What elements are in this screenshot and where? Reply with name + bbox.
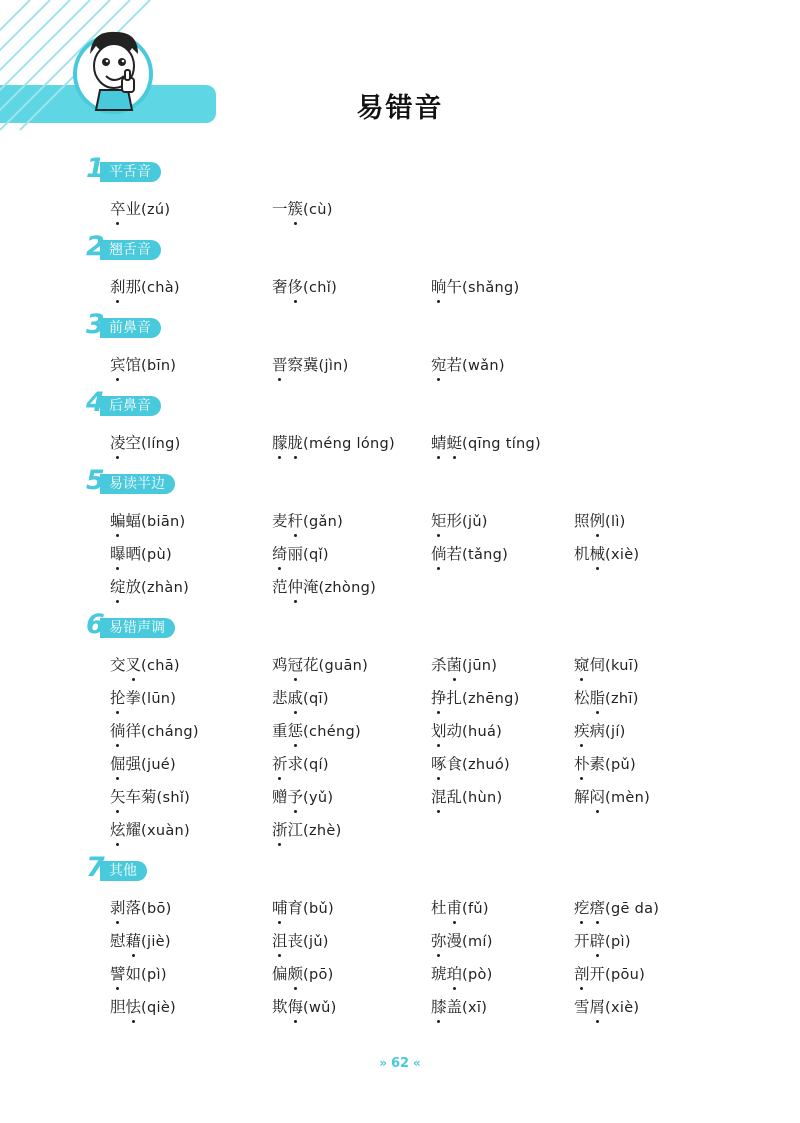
word-item <box>272 687 329 710</box>
word-text: 雪屑 <box>574 998 606 1016</box>
word-text: 炫耀 <box>110 821 142 839</box>
word-text: 哺育 <box>272 899 304 917</box>
word-item <box>431 510 488 533</box>
word-item <box>272 510 343 533</box>
pinyin-annotation: (chā) <box>141 658 180 674</box>
word-text: 沮丧 <box>272 932 304 950</box>
chevron-right-icon: » <box>379 1056 387 1070</box>
page-number <box>0 1056 800 1071</box>
word-text: 混乱 <box>431 788 463 806</box>
pinyin-annotation: (pù) <box>141 547 172 563</box>
pinyin-annotation: (cháng) <box>141 724 199 740</box>
pinyin-annotation: (líng) <box>141 436 181 452</box>
word-text: 重惩 <box>272 722 304 740</box>
pinyin-annotation: (gē da) <box>605 901 660 917</box>
section-label: 前鼻音 <box>100 318 161 338</box>
pinyin-annotation: (xiè) <box>605 547 640 563</box>
word-text: 挣扎 <box>431 689 463 707</box>
word-row <box>0 720 800 744</box>
pinyin-annotation: (jìn) <box>318 358 349 374</box>
section-heading <box>86 387 196 420</box>
word-text: 刹那 <box>110 278 142 296</box>
pinyin-annotation: (zhuó) <box>462 757 511 773</box>
word-row <box>0 354 800 378</box>
pinyin-annotation: (kuī) <box>605 658 640 674</box>
word-text: 奢侈 <box>272 278 304 296</box>
chevron-left-icon: « <box>413 1056 421 1070</box>
word-text: 宾馆 <box>110 356 142 374</box>
word-item <box>110 510 185 533</box>
word-text: 剖开 <box>574 965 606 983</box>
section-heading <box>86 852 196 885</box>
word-item <box>272 996 337 1019</box>
word-text: 绮丽 <box>272 545 304 563</box>
pinyin-annotation: (xī) <box>462 1000 488 1016</box>
word-text: 譬如 <box>110 965 142 983</box>
pinyin-annotation: (zhàn) <box>141 580 190 596</box>
word-item <box>431 897 489 920</box>
word-text: 朴素 <box>574 755 606 773</box>
section-heading <box>86 309 196 342</box>
pinyin-annotation: (jǔ) <box>462 514 488 530</box>
section-number: 7 <box>86 852 105 883</box>
word-text: 机械 <box>574 545 606 563</box>
pinyin-annotation: (méng lóng) <box>303 436 395 452</box>
pinyin-annotation: (gǎn) <box>303 514 344 530</box>
page-number-value: 62 <box>390 1056 410 1071</box>
word-item <box>574 996 639 1019</box>
section-number: 2 <box>86 231 105 262</box>
word-row <box>0 576 800 600</box>
word-row <box>0 786 800 810</box>
word-text: 开辟 <box>574 932 606 950</box>
pinyin-annotation: (pō) <box>303 967 334 983</box>
pinyin-annotation: (qī) <box>303 691 329 707</box>
word-text: 宛若 <box>431 356 463 374</box>
page-title: 易错音 <box>356 93 444 124</box>
word-text: 杀菌 <box>431 656 463 674</box>
word-text: 照例 <box>574 512 606 530</box>
word-item <box>110 753 176 776</box>
word-text: 慰藉 <box>110 932 142 950</box>
pinyin-annotation: (lūn) <box>141 691 177 707</box>
pinyin-annotation: (zhè) <box>303 823 342 839</box>
word-item <box>431 963 493 986</box>
pinyin-annotation: (wǔ) <box>303 1000 337 1016</box>
word-item <box>431 786 502 809</box>
word-text: 胆怯 <box>110 998 142 1016</box>
section-heading <box>86 231 196 264</box>
section-heading <box>86 465 196 498</box>
word-item <box>110 654 180 677</box>
word-text: 倔强 <box>110 755 142 773</box>
word-item <box>431 996 487 1019</box>
word-text: 徜徉 <box>110 722 142 740</box>
section-number: 6 <box>86 609 105 640</box>
word-row <box>0 654 800 678</box>
word-text: 窥伺 <box>574 656 606 674</box>
pinyin-annotation: (pì) <box>605 934 631 950</box>
pinyin-annotation: (jí) <box>605 724 626 740</box>
word-item <box>574 963 645 986</box>
word-row <box>0 753 800 777</box>
word-item <box>431 432 541 455</box>
pinyin-annotation: (shǎng) <box>462 280 520 296</box>
word-text: 蝙蝠 <box>110 512 142 530</box>
word-item <box>110 354 176 377</box>
section-number: 1 <box>86 153 105 184</box>
word-text: 剥落 <box>110 899 142 917</box>
word-text: 蜻蜓 <box>431 434 463 452</box>
pinyin-annotation: (tǎng) <box>462 547 509 563</box>
pinyin-annotation: (qiè) <box>141 1000 176 1016</box>
pinyin-annotation: (huá) <box>462 724 503 740</box>
word-item <box>272 576 376 599</box>
word-item <box>272 432 395 455</box>
pinyin-annotation: (qǐ) <box>303 547 329 563</box>
word-item <box>272 897 334 920</box>
pinyin-annotation: (hùn) <box>462 790 503 806</box>
section-number: 4 <box>86 387 105 418</box>
pinyin-annotation: (jūn) <box>462 658 498 674</box>
word-text: 矢车菊 <box>110 788 157 806</box>
word-item <box>272 819 342 842</box>
pinyin-annotation: (lì) <box>605 514 626 530</box>
pinyin-annotation: (mèn) <box>605 790 651 806</box>
pinyin-annotation: (chéng) <box>303 724 361 740</box>
word-item <box>272 198 333 221</box>
word-row <box>0 432 800 456</box>
section-label: 平舌音 <box>100 162 161 182</box>
word-item <box>272 786 333 809</box>
word-text: 凌空 <box>110 434 142 452</box>
word-text: 绽放 <box>110 578 142 596</box>
word-item <box>110 198 170 221</box>
word-text: 晌午 <box>431 278 463 296</box>
word-item <box>574 786 650 809</box>
pinyin-annotation: (xiè) <box>605 1000 640 1016</box>
word-item <box>110 576 189 599</box>
word-row <box>0 963 800 987</box>
pinyin-annotation: (pōu) <box>605 967 646 983</box>
pinyin-annotation: (fǔ) <box>462 901 489 917</box>
section-heading <box>86 609 196 642</box>
word-text: 交叉 <box>110 656 142 674</box>
word-item <box>272 354 349 377</box>
word-item <box>574 687 639 710</box>
section-label: 后鼻音 <box>100 396 161 416</box>
section-label: 易读半边 <box>100 474 175 494</box>
word-item <box>431 720 502 743</box>
pinyin-annotation: (zhī) <box>605 691 639 707</box>
word-item <box>272 654 368 677</box>
word-item <box>574 753 636 776</box>
word-text: 鸡冠花 <box>272 656 319 674</box>
word-item <box>110 543 172 566</box>
word-text: 矩形 <box>431 512 463 530</box>
pinyin-annotation: (pǔ) <box>605 757 636 773</box>
section-label: 翘舌音 <box>100 240 161 260</box>
word-text: 朦胧 <box>272 434 304 452</box>
section-label: 其他 <box>100 861 147 881</box>
word-text: 松脂 <box>574 689 606 707</box>
word-item <box>431 276 519 299</box>
word-item <box>431 930 493 953</box>
pinyin-annotation: (qīng tíng) <box>462 436 541 452</box>
pinyin-annotation: (zhēng) <box>462 691 520 707</box>
pinyin-annotation: (jué) <box>141 757 176 773</box>
word-row <box>0 276 800 300</box>
word-row <box>0 819 800 843</box>
word-text: 琥珀 <box>431 965 463 983</box>
word-item <box>110 996 176 1019</box>
word-text: 祈求 <box>272 755 304 773</box>
word-text: 抡拳 <box>110 689 142 707</box>
pinyin-annotation: (bō) <box>141 901 172 917</box>
word-item <box>574 654 639 677</box>
word-text: 疾病 <box>574 722 606 740</box>
word-text: 范仲淹 <box>272 578 319 596</box>
word-item <box>110 786 190 809</box>
word-item <box>110 432 181 455</box>
word-text: 啄食 <box>431 755 463 773</box>
word-item <box>272 753 329 776</box>
word-row <box>0 996 800 1020</box>
word-text: 曝晒 <box>110 545 142 563</box>
pinyin-annotation: (jiè) <box>141 934 171 950</box>
word-row <box>0 687 800 711</box>
word-text: 麦秆 <box>272 512 304 530</box>
word-item <box>574 930 631 953</box>
word-item <box>431 654 497 677</box>
word-row <box>0 543 800 567</box>
word-row <box>0 198 800 222</box>
word-text: 悲戚 <box>272 689 304 707</box>
pinyin-annotation: (zú) <box>141 202 171 218</box>
word-text: 膝盖 <box>431 998 463 1016</box>
pinyin-annotation: (xuàn) <box>141 823 190 839</box>
pinyin-annotation: (pò) <box>462 967 493 983</box>
word-text: 欺侮 <box>272 998 304 1016</box>
pinyin-annotation: (wǎn) <box>462 358 505 374</box>
word-item <box>574 510 626 533</box>
pinyin-annotation: (bīn) <box>141 358 177 374</box>
word-item <box>110 687 176 710</box>
word-item <box>272 720 361 743</box>
pinyin-annotation: (zhòng) <box>318 580 377 596</box>
pinyin-annotation: (bǔ) <box>303 901 334 917</box>
word-text: 弥漫 <box>431 932 463 950</box>
pinyin-annotation: (mí) <box>462 934 493 950</box>
pinyin-annotation: (pì) <box>141 967 167 983</box>
word-item <box>272 930 329 953</box>
section-label: 易错声调 <box>100 618 175 638</box>
word-text: 杜甫 <box>431 899 463 917</box>
pinyin-annotation: (cù) <box>303 202 333 218</box>
word-text: 解闷 <box>574 788 606 806</box>
word-item <box>110 819 190 842</box>
word-text: 一簇 <box>272 200 304 218</box>
word-item <box>110 720 199 743</box>
word-text: 偏颇 <box>272 965 304 983</box>
word-row <box>0 510 800 534</box>
word-row <box>0 897 800 921</box>
word-text: 晋察冀 <box>272 356 319 374</box>
word-item <box>110 276 180 299</box>
word-text: 浙江 <box>272 821 304 839</box>
word-text: 赠予 <box>272 788 304 806</box>
pinyin-annotation: (qí) <box>303 757 329 773</box>
pinyin-annotation: (chǐ) <box>303 280 338 296</box>
word-text: 疙瘩 <box>574 899 606 917</box>
section-heading <box>86 153 196 186</box>
word-row <box>0 930 800 954</box>
pinyin-annotation: (guān) <box>318 658 369 674</box>
word-item <box>431 753 510 776</box>
word-text: 倘若 <box>431 545 463 563</box>
pinyin-annotation: (jǔ) <box>303 934 329 950</box>
word-item <box>110 963 167 986</box>
word-item <box>272 543 329 566</box>
pinyin-annotation: (shǐ) <box>156 790 191 806</box>
section-number: 5 <box>86 465 105 496</box>
word-item <box>574 720 626 743</box>
word-item <box>272 276 337 299</box>
word-item <box>110 930 171 953</box>
pinyin-annotation: (chà) <box>141 280 180 296</box>
word-item <box>431 687 520 710</box>
word-item <box>431 543 508 566</box>
word-item <box>431 354 505 377</box>
word-text: 划动 <box>431 722 463 740</box>
pinyin-annotation: (biān) <box>141 514 186 530</box>
word-item <box>574 543 639 566</box>
word-item <box>272 963 334 986</box>
pinyin-annotation: (yǔ) <box>303 790 334 806</box>
word-item <box>574 897 659 920</box>
word-item <box>110 897 172 920</box>
section-number: 3 <box>86 309 105 340</box>
word-text: 卒业 <box>110 200 142 218</box>
